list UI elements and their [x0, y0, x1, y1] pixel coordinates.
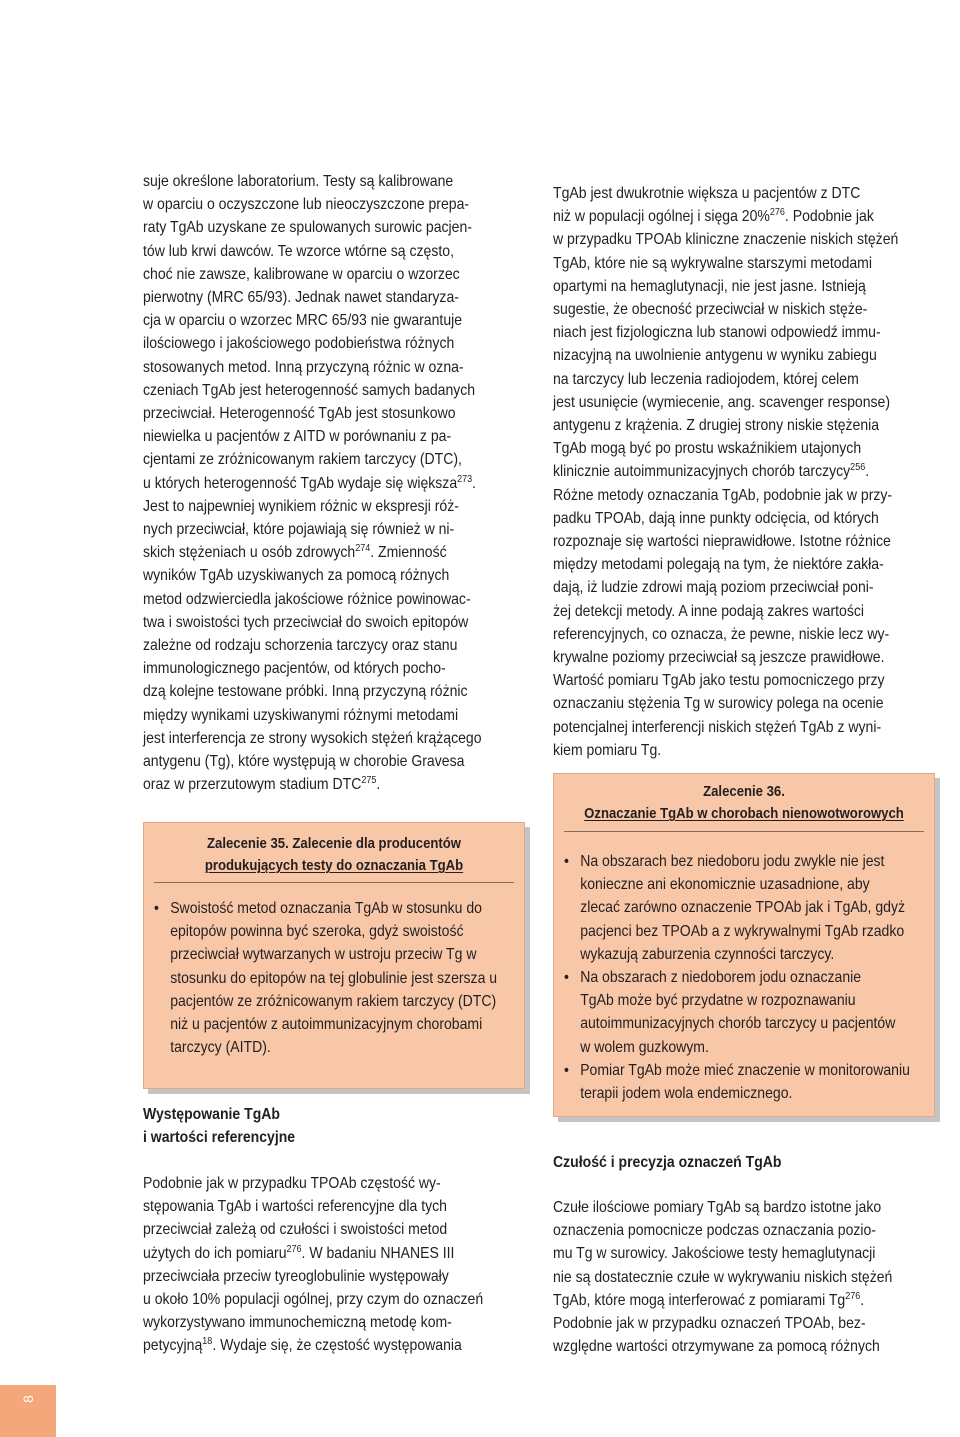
recommendation-36-box	[553, 773, 935, 1117]
text-fragment: petycyjną	[143, 1337, 203, 1355]
text-line: niż u pacjentów z autoimmunizacyjnym chorobami	[170, 1016, 483, 1034]
recommendation-35-box	[143, 822, 525, 1089]
text-line: • Na obszarach z niedoborem jodu oznaczanie	[580, 969, 862, 987]
text-line: oznaczaniu stężenia Tg w surowicy polega na ocenie	[553, 695, 884, 713]
text-line	[143, 541, 527, 564]
box-title-line: Oznaczanie TgAb w chorobach nienowotworowych	[584, 806, 904, 822]
text-fragment: .	[860, 1291, 865, 1309]
text-fragment: .	[376, 776, 381, 794]
recommendation-36-title	[573, 781, 915, 825]
text-line: epitopów powinna być szeroka, gdyż swoistość	[170, 923, 464, 941]
text-line: zlecać zarówno oznaczenie TPOAb jak i TgAb, gdyż	[580, 899, 905, 917]
recommendation-35-list	[154, 897, 538, 1059]
text-line: Podobnie jak w przypadku oznaczeń TPOAb, bez-	[553, 1315, 866, 1333]
text-line: niewielka u pacjentów z AITD w porównaniu z pa-	[143, 428, 452, 446]
text-fragment: oraz w przerzutowym stadium DTC	[143, 776, 362, 794]
box-title-line: Zalecenie 35. Zalecenie dla producentów	[206, 836, 462, 852]
text-line: antygenu z krążenia. Z drugiej strony niskie stężenia	[553, 417, 880, 435]
box-divider	[154, 882, 514, 883]
text-line: TgAb jest dwukrotnie większa u pacjentów z DTC	[553, 185, 861, 202]
text-line: zależne od rodzaju schorzenia tarczycy oraz stanu	[143, 637, 458, 655]
list-item	[564, 1059, 948, 1105]
text-fragment: TgAb, które mogą interferować z pomiarami Tg	[553, 1291, 846, 1309]
reference-superscript: 273	[457, 473, 473, 485]
text-line: między wynikami uzyskiwanymi różnymi metodami	[143, 706, 459, 724]
text-line: u około 10% populacji ogólnej, przy czym do oznaczeń	[143, 1291, 484, 1309]
text-line: tów lub krwi dawców. Te wzorce wtórne są często,	[143, 242, 454, 260]
box-divider	[564, 831, 924, 832]
text-line: wykazują zaburzenia czynności tarczycy.	[580, 945, 835, 963]
text-line: Jest to najpewniej wynikiem różnic w ekspresji róż-	[143, 497, 459, 515]
text-fragment: .	[865, 463, 870, 481]
reference-superscript: 275	[361, 775, 377, 787]
right-column	[553, 182, 938, 762]
text-line: TgAb może być przydatne w rozpoznawaniu	[580, 992, 856, 1010]
text-line: metod odzwierciedla jakościowe różnice powinowac-	[143, 590, 471, 608]
text-line: nizacyjną na uwolnienie antygenu w wyniku zabiegu	[553, 347, 877, 365]
page-number: 8	[20, 1395, 36, 1403]
text-line: między metodami polegają na tym, że niektóre zakła-	[553, 556, 884, 574]
text-line: twa i swoistości tych przeciwciał do swoich epitopów	[143, 613, 469, 631]
text-fragment: użytych do ich pomiaru	[143, 1244, 287, 1262]
text-line: żej detekcji metody. A inne podają zakres wartości	[553, 602, 865, 620]
text-line: immunologicznego pacjentów, od których pocho-	[143, 660, 446, 678]
text-line: pacjenci bez TPOAb a z wykrywalnymi TgAb rzadko	[580, 922, 905, 940]
text-line: jest interferencja ze strony wysokich stężeń krążącego	[143, 729, 482, 747]
text-fragment: . Zmienność	[370, 544, 447, 562]
text-line	[553, 1289, 937, 1312]
text-line: TgAb, które nie są wykrywalne starszymi metodami	[553, 254, 873, 272]
reference-superscript: 276	[845, 1290, 861, 1302]
text-line: stępowania TgAb i wartości referencyjne dla tych	[143, 1198, 447, 1216]
text-line: nie są dostatecznie czułe w wykrywaniu niskich stężeń	[553, 1268, 893, 1286]
text-line: Podobnie jak w przypadku TPOAb częstość wy-	[143, 1175, 441, 1192]
text-line: względne wartości otrzymywane za pomocą różnych	[553, 1338, 880, 1356]
text-line: wykorzystywano immunochemiczną metodę kom-	[143, 1314, 452, 1332]
text-line	[143, 1242, 527, 1265]
text-fragment: . Wydaje się, że częstość występowania	[212, 1337, 462, 1355]
text-line: Wartość pomiaru TgAb jako testu pomocniczego przy	[553, 672, 885, 690]
text-line: sugestie, że obecność przeciwciał w niskich stęże-	[553, 301, 868, 319]
text-fragment: u których heterogenność TgAb wydaje się większa	[143, 474, 458, 492]
text-line	[553, 460, 938, 483]
text-line: autoimmunizacyjnych chorób tarczycy u pacjentów	[580, 1015, 896, 1033]
text-line: choć nie zawsze, kalibrowane w oparciu o wzorzec	[143, 265, 460, 283]
text-line: niach jest fizjologiczna lub stanowi odpowiedź immu-	[553, 324, 881, 342]
reference-superscript: 276	[286, 1243, 302, 1255]
recommendation-35-title	[163, 833, 505, 877]
text-line: tarczycy (AITD).	[170, 1039, 271, 1057]
text-fragment: klinicznie autoimmunizacyjnych chorób tarczycy	[553, 463, 851, 481]
heading-line: Czułość i precyzja oznaczeń TgAb	[553, 1154, 782, 1171]
section-heading-sensitivity	[553, 1151, 937, 1174]
text-line: stosowanych metod. Inną przyczyną różnic w ozna-	[143, 358, 464, 376]
text-line: rozpoznaje się wartości nieprawidłowe. Istotne różnice	[553, 533, 891, 551]
text-line: w oparciu o oczyszczone lub nieoczyszczone prepa-	[143, 196, 470, 214]
text-line: opartymi na hemaglutynacji, nie jest jasne. Istnieją	[553, 277, 866, 295]
text-line: przeciwciał zależą od czułości i swoistości metod	[143, 1221, 448, 1239]
text-line: czeniach TgAb jest heterogenność samych badanych	[143, 381, 476, 399]
heading-line: i wartości referencyjne	[143, 1129, 296, 1147]
text-line	[143, 1334, 527, 1357]
text-line: raty TgAb uzyskane ze spulowanych surowic pacjen-	[143, 219, 472, 237]
text-line: wyników TgAb uzyskiwanych za pomocą różnych	[143, 567, 450, 585]
text-line: suje określone laboratorium. Testy są kalibrowane	[143, 173, 454, 190]
text-line: pierwotny (MRC 65/93). Jednak nawet standaryza-	[143, 289, 459, 307]
text-line: w wolem guzkowym.	[580, 1038, 709, 1056]
text-fragment: . Podobnie jak	[784, 208, 874, 226]
right-paragraph-1	[553, 182, 938, 762]
text-line: potencjalnej interferencji niskich stężeń TgAb z wyni-	[553, 718, 882, 736]
text-line	[553, 205, 938, 228]
text-line: Czułe ilościowe pomiary TgAb są bardzo istotne jako	[553, 1199, 882, 1216]
text-line: oznaczenia pomocnicze podczas oznaczania pozio-	[553, 1222, 876, 1240]
text-line: kiem pomiaru Tg.	[553, 741, 662, 759]
reference-superscript: 276	[769, 207, 785, 219]
text-line: dają, iż ludzie zdrowi mają poziom przeciwciał poni-	[553, 579, 874, 597]
reference-superscript: 256	[850, 462, 866, 474]
text-fragment: . W badaniu NHANES III	[301, 1244, 455, 1262]
text-line: Różne metody oznaczania TgAb, podobnie jak w przy-	[553, 486, 893, 504]
text-line: przeciwciał. Heterogenność TgAb jest stosunkowo	[143, 405, 456, 423]
text-fragment: skich stężeniach u osób zdrowych	[143, 544, 356, 562]
text-line: nych przeciwciał, które pojawiają się również w ni-	[143, 521, 455, 539]
text-line: TgAb mogą być po prostu wskaźnikiem utajonych	[553, 440, 862, 458]
text-line: ilościowego i jakościowego podobieństwa różnych	[143, 335, 455, 353]
text-line: referencyjnych, co oznacza, że pewne, niskie lecz wy-	[553, 625, 890, 643]
section-heading-occurrence	[143, 1103, 527, 1149]
text-line: konieczne ani ekonomicznie uzasadnione, aby	[580, 876, 870, 894]
text-line: przeciwciał wytwarzanych w ustroju przeciw Tg w	[170, 946, 477, 964]
text-line	[143, 472, 527, 495]
text-line: przeciwciała przeciw tyreoglobulinie występowały	[143, 1267, 449, 1285]
text-line: • Swoistość metod oznaczania TgAb w stosunku do	[170, 900, 482, 917]
text-line: terapii jodem wola endemicznego.	[580, 1085, 793, 1103]
text-line: w przypadku TPOAb kliniczne znaczenie niskich stężeń	[553, 231, 899, 249]
list-item	[564, 850, 948, 966]
reference-superscript: 18	[202, 1336, 213, 1348]
reference-superscript: 274	[355, 543, 371, 555]
text-fragment: niż w populacji ogólnej i sięga 20%	[553, 208, 770, 226]
text-line: cjentami ze zróżnicowanym rakiem tarczycy (DTC),	[143, 451, 462, 469]
text-line: pacjentów ze zróżnicowanym rakiem tarczycy (DTC)	[170, 992, 497, 1010]
text-line: • Pomiar TgAb może mieć znaczenie w monitorowaniu	[580, 1061, 910, 1079]
recommendation-36-list	[564, 850, 948, 1105]
list-item	[564, 966, 948, 1059]
text-line: antygenu (Tg), które występują w chorobie Gravesa	[143, 753, 465, 771]
left-column	[143, 170, 527, 796]
list-item	[154, 897, 538, 1059]
text-line: padku TPOAb, dają inne punkty odcięcia, od których	[553, 509, 879, 527]
text-line	[143, 773, 527, 796]
box-title-line: produkujących testy do oznaczania TgAb	[204, 858, 464, 874]
left-paragraph-1	[143, 170, 527, 796]
right-paragraph-2	[553, 1196, 937, 1358]
text-line: • Na obszarach bez niedoboru jodu zwykle nie jest	[580, 853, 885, 870]
heading-line: Występowanie TgAb	[143, 1106, 280, 1123]
text-line: dzą kolejne testowane próbki. Inną przyczyną różnic	[143, 683, 468, 701]
text-line: na tarczycy lub leczenia radiojodem, której celem	[553, 370, 859, 388]
text-fragment: .	[472, 474, 477, 492]
box-title-line: Zalecenie 36.	[703, 784, 785, 800]
text-line: krywalne poziomy przeciwciał są jeszcze prawidłowe.	[553, 649, 885, 667]
text-line: jest usunięcie (wymiecenie, ang. scavenger response)	[553, 393, 891, 411]
left-paragraph-2	[143, 1172, 527, 1358]
text-line: mu Tg w surowicy. Jakościowe testy hemaglutynacji	[553, 1245, 876, 1263]
text-line: stosunku do epitopów na tej globulinie jest szersza u	[170, 969, 498, 987]
text-line: cja w oparciu o wzorzec MRC 65/93 nie gwarantuje	[143, 312, 463, 330]
